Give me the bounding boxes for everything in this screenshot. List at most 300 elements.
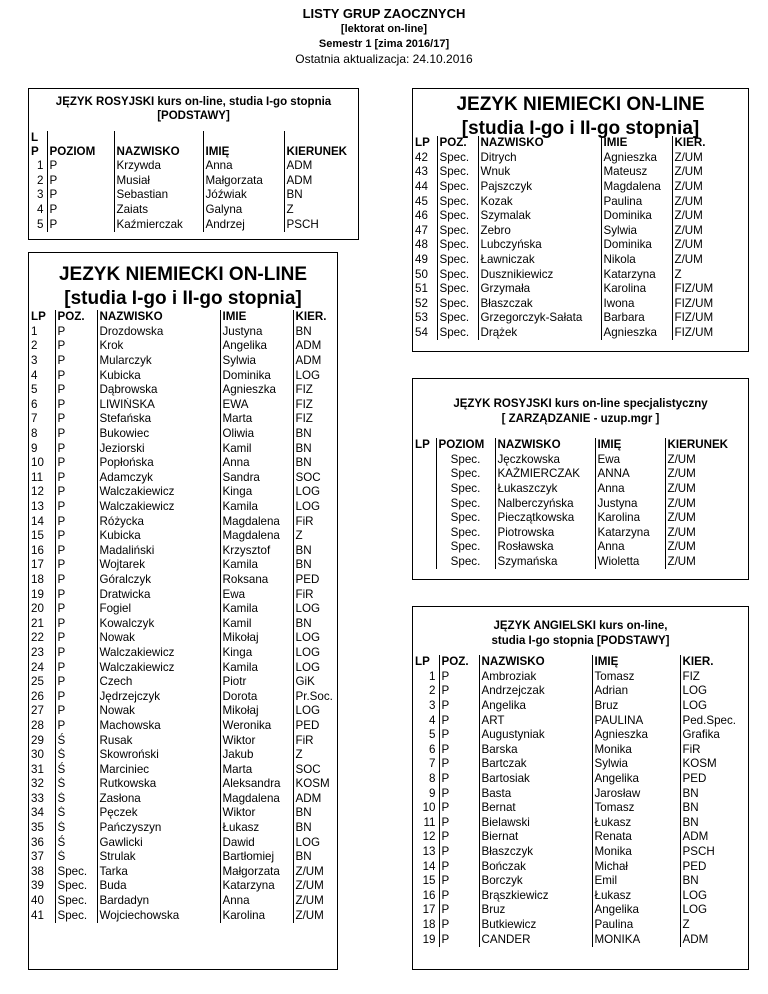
- field-cell: Ped.Spec.: [680, 713, 749, 728]
- firstname-cell: Tomasz: [592, 801, 680, 816]
- table-row: [413, 224, 749, 239]
- firstname-cell: Kamil: [220, 441, 293, 456]
- header-lp-cell: LP: [415, 655, 430, 669]
- level-cell: P: [439, 728, 479, 743]
- table-row: [29, 602, 338, 617]
- lp-cell: 2: [37, 173, 44, 187]
- table-row: [413, 511, 749, 526]
- field-cell: Grafika: [680, 728, 749, 743]
- table-row: [413, 670, 749, 685]
- level-cell: P: [55, 325, 97, 340]
- level-cell: Spec.: [55, 865, 97, 880]
- surname-cell: Nalberczyńska: [495, 496, 595, 511]
- surname-cell: Drążek: [478, 326, 601, 341]
- field-cell: BN: [680, 816, 749, 831]
- surname-cell: Błaszczyk: [479, 845, 592, 860]
- firstname-cell: Galyna: [203, 203, 284, 218]
- table-row: [29, 427, 338, 442]
- lp-cell: 46: [415, 209, 428, 223]
- table-row: [413, 743, 749, 758]
- firstname-cell: Monika: [592, 845, 680, 860]
- header-firstname-cell: IMIĘ: [592, 655, 680, 670]
- table-row: [29, 217, 359, 232]
- firstname-cell: Justyna: [595, 496, 665, 511]
- update-date: Ostatnia aktualizacja: 24.10.2016: [295, 52, 473, 66]
- field-cell: BN: [284, 188, 359, 203]
- surname-cell: Popłońska: [97, 456, 220, 471]
- firstname-cell: Michał: [592, 859, 680, 874]
- field-cell: Z/UM: [665, 511, 749, 526]
- header-level-cell: POZIOM: [47, 131, 114, 159]
- firstname-cell: Magdalena: [220, 792, 293, 807]
- table-row: [29, 762, 338, 777]
- surname-cell: Bielawski: [479, 816, 592, 831]
- surname-cell: Wojciechowska: [97, 908, 220, 923]
- field-cell: LOG: [680, 903, 749, 918]
- field-cell: BN: [293, 850, 338, 865]
- field-cell: FIZ: [293, 383, 338, 398]
- surname-cell: Szymańska: [495, 555, 595, 570]
- lp-cell: 45: [415, 194, 428, 208]
- level-cell: P: [439, 859, 479, 874]
- level-cell: P: [55, 675, 97, 690]
- surname-cell: Mularczyk: [97, 354, 220, 369]
- field-cell: LOG: [293, 368, 338, 383]
- firstname-cell: ANNA: [595, 467, 665, 482]
- table-row: [413, 453, 749, 468]
- surname-cell: Grzymała: [478, 282, 601, 297]
- surname-cell: Angelika: [479, 699, 592, 714]
- level-cell: P: [55, 412, 97, 427]
- table-row: [413, 786, 749, 801]
- table-row: [29, 704, 338, 719]
- lp-cell: 9: [31, 441, 38, 455]
- table-row: [413, 282, 749, 297]
- header-surname-cell: NAZWISKO: [495, 438, 595, 453]
- level-cell: P: [55, 704, 97, 719]
- firstname-cell: Justyna: [220, 325, 293, 340]
- surname-cell: Walczakiewicz: [97, 660, 220, 675]
- table-row: [29, 325, 338, 340]
- table-row: [29, 792, 338, 807]
- firstname-cell: Ewa: [220, 587, 293, 602]
- surname-cell: Czech: [97, 675, 220, 690]
- field-cell: Z/UM: [672, 209, 749, 224]
- level-cell: Ś: [55, 748, 97, 763]
- page-title: LISTY GRUP ZAOCZNYCH: [302, 6, 466, 21]
- level-cell: Spec.: [436, 555, 495, 570]
- lp-cell: 10: [422, 801, 436, 815]
- table-row: [29, 485, 338, 500]
- level-cell: Spec.: [436, 453, 495, 468]
- lp-cell: 38: [31, 864, 44, 878]
- field-cell: FIZ/UM: [672, 326, 749, 341]
- table-row: [29, 471, 338, 486]
- header-field-cell: KIER.: [293, 310, 338, 325]
- surname-cell: Kozak: [478, 194, 601, 209]
- firstname-cell: Agnieszka: [601, 326, 672, 341]
- russian-basic-title-line2: [PODSTAWY]: [157, 110, 230, 122]
- level-cell: Spec.: [55, 894, 97, 909]
- level-cell: P: [439, 874, 479, 889]
- lp-cell: 43: [415, 165, 428, 179]
- table-row: [29, 646, 338, 661]
- surname-cell: Sebastian: [114, 188, 203, 203]
- lp-cell: 1: [429, 669, 436, 683]
- surname-cell: Krzywda: [114, 159, 203, 174]
- lp-cell: 3: [37, 188, 44, 202]
- firstname-cell: Łukasz: [220, 821, 293, 836]
- level-cell: Spec.: [437, 180, 478, 195]
- table-row: [413, 684, 749, 699]
- table-row: [413, 932, 749, 947]
- firstname-cell: Anna: [220, 894, 293, 909]
- firstname-cell: Agnieszka: [592, 728, 680, 743]
- level-cell: Ś: [55, 733, 97, 748]
- surname-cell: Butkiewicz: [479, 918, 592, 933]
- surname-cell: Bruz: [479, 903, 592, 918]
- russian-basic-table: [29, 131, 359, 232]
- lp-cell: [413, 482, 436, 497]
- lp-cell: 26: [31, 689, 44, 703]
- header-surname-cell: NAZWISKO: [114, 131, 203, 159]
- level-cell: P: [439, 757, 479, 772]
- lp-cell: 1: [31, 324, 38, 338]
- english-panel: [412, 606, 749, 970]
- field-cell: Z/UM: [672, 165, 749, 180]
- table-row: [413, 772, 749, 787]
- table-row: [413, 859, 749, 874]
- header-firstname-cell: IMIE: [601, 136, 672, 151]
- level-cell: Spec.: [437, 253, 478, 268]
- field-cell: Z: [672, 267, 749, 282]
- surname-cell: Dusznikiewicz: [478, 267, 601, 282]
- surname-cell: Marciniec: [97, 762, 220, 777]
- firstname-cell: Kamil: [220, 616, 293, 631]
- surname-cell: Jędrzejczyk: [97, 689, 220, 704]
- surname-cell: Brąszkiewicz: [479, 889, 592, 904]
- field-cell: LOG: [680, 684, 749, 699]
- field-cell: LOG: [680, 889, 749, 904]
- level-cell: P: [55, 427, 97, 442]
- table-row: [29, 689, 338, 704]
- surname-cell: Bartczak: [479, 757, 592, 772]
- lp-cell: 3: [429, 699, 436, 713]
- lp-cell: 25: [31, 675, 44, 689]
- level-cell: P: [439, 772, 479, 787]
- lp-cell: 12: [31, 485, 44, 499]
- table-row: [413, 253, 749, 268]
- level-cell: Spec.: [55, 908, 97, 923]
- field-cell: ADM: [293, 792, 338, 807]
- table-row: [413, 526, 749, 541]
- field-cell: Z/UM: [665, 482, 749, 497]
- field-cell: Pr.Soc.: [293, 689, 338, 704]
- german-2-title: [413, 93, 748, 141]
- field-cell: Z/UM: [293, 894, 338, 909]
- header-level-cell: POZ.: [439, 655, 479, 670]
- header-level-cell: POZ.: [437, 136, 478, 151]
- lp-cell: 51: [415, 282, 428, 296]
- table-row: [29, 558, 338, 573]
- lp-cell: 17: [422, 903, 436, 917]
- surname-cell: Bukowiec: [97, 427, 220, 442]
- level-cell: Spec.: [436, 526, 495, 541]
- firstname-cell: Kamila: [220, 558, 293, 573]
- field-cell: ADM: [284, 174, 359, 189]
- lp-cell: 6: [31, 397, 38, 411]
- firstname-cell: Anna: [595, 540, 665, 555]
- firstname-cell: Magdalena: [601, 180, 672, 195]
- level-cell: P: [55, 631, 97, 646]
- english-title: [413, 619, 748, 649]
- surname-cell: Błaszczak: [478, 297, 601, 312]
- german-1-table: [29, 310, 338, 923]
- surname-cell: Walczakiewicz: [97, 500, 220, 515]
- table-row: [413, 801, 749, 816]
- firstname-cell: Paulina: [592, 918, 680, 933]
- firstname-cell: Mikołaj: [220, 704, 293, 719]
- field-cell: Z/UM: [672, 238, 749, 253]
- surname-cell: Basta: [479, 786, 592, 801]
- lp-cell: 49: [415, 253, 428, 267]
- lp-cell: 9: [429, 786, 436, 800]
- firstname-cell: EWA: [220, 398, 293, 413]
- level-cell: P: [47, 203, 114, 218]
- field-cell: Z/UM: [293, 879, 338, 894]
- table-row: [29, 159, 359, 174]
- firstname-cell: Łukasz: [592, 816, 680, 831]
- level-cell: Spec.: [436, 482, 495, 497]
- level-cell: P: [439, 684, 479, 699]
- surname-cell: Nowak: [97, 704, 220, 719]
- firstname-cell: Sylwia: [220, 354, 293, 369]
- surname-cell: Grzegorczyk-Sałata: [478, 311, 601, 326]
- table-header-row: [413, 136, 749, 151]
- german-2-table: [413, 136, 749, 340]
- header-level-cell: POZ.: [55, 310, 97, 325]
- firstname-cell: Dawid: [220, 835, 293, 850]
- firstname-cell: Sylwia: [601, 224, 672, 239]
- lp-cell: 16: [422, 888, 436, 902]
- level-cell: Spec.: [436, 540, 495, 555]
- german-2-title-line1: JEZYK NIEMIECKI ON-LINE: [456, 94, 705, 115]
- surname-cell: LIWIŃSKA: [97, 398, 220, 413]
- lp-cell: 31: [31, 762, 44, 776]
- level-cell: Ś: [55, 777, 97, 792]
- lp-cell: 42: [415, 150, 428, 164]
- firstname-cell: Bartłomiej: [220, 850, 293, 865]
- table-row: [413, 180, 749, 195]
- surname-cell: Nowak: [97, 631, 220, 646]
- level-cell: P: [439, 670, 479, 685]
- german-1-title-line2: [studia I-go i II-go stopnia]: [64, 288, 302, 309]
- header-field-cell: KIER.: [672, 136, 749, 151]
- field-cell: ADM: [680, 932, 749, 947]
- level-cell: P: [55, 441, 97, 456]
- firstname-cell: Dominika: [601, 209, 672, 224]
- firstname-cell: Anna: [203, 159, 284, 174]
- firstname-cell: Sandra: [220, 471, 293, 486]
- field-cell: ADM: [680, 830, 749, 845]
- surname-cell: Wnuk: [478, 165, 601, 180]
- field-cell: LOG: [293, 602, 338, 617]
- lp-cell: 33: [31, 791, 44, 805]
- firstname-cell: Sylwia: [592, 757, 680, 772]
- russian-specialist-title-line2: [ ZARZĄDZANIE - uzup.mgr ]: [501, 413, 660, 425]
- lp-cell: 15: [31, 529, 44, 543]
- table-row: [413, 209, 749, 224]
- field-cell: Z/UM: [665, 467, 749, 482]
- level-cell: P: [55, 587, 97, 602]
- lp-cell: 22: [31, 631, 44, 645]
- surname-cell: Jęczkowska: [495, 453, 595, 468]
- table-row: [29, 821, 338, 836]
- field-cell: PED: [293, 719, 338, 734]
- field-cell: PED: [680, 859, 749, 874]
- table-row: [413, 757, 749, 772]
- level-cell: P: [439, 713, 479, 728]
- field-cell: Z/UM: [672, 194, 749, 209]
- surname-cell: Stefańska: [97, 412, 220, 427]
- table-row: [29, 616, 338, 631]
- lp-cell: 2: [31, 339, 38, 353]
- firstname-cell: Kamila: [220, 602, 293, 617]
- field-cell: Z/UM: [665, 526, 749, 541]
- surname-cell: Ławniczak: [478, 253, 601, 268]
- table-row: [29, 908, 338, 923]
- surname-cell: Drozdowska: [97, 325, 220, 340]
- table-row: [413, 903, 749, 918]
- level-cell: P: [55, 383, 97, 398]
- firstname-cell: Magdalena: [220, 514, 293, 529]
- surname-cell: Pęczek: [97, 806, 220, 821]
- lp-cell: 4: [37, 203, 44, 217]
- surname-cell: Skowroński: [97, 748, 220, 763]
- surname-cell: Walczakiewicz: [97, 646, 220, 661]
- surname-cell: Bartosiak: [479, 772, 592, 787]
- table-row: [29, 660, 338, 675]
- firstname-cell: Roksana: [220, 573, 293, 588]
- surname-cell: Bernat: [479, 801, 592, 816]
- table-row: [29, 188, 359, 203]
- page-header: [0, 6, 768, 67]
- header-level-cell: POZIOM: [436, 438, 495, 453]
- level-cell: P: [55, 646, 97, 661]
- firstname-cell: Tomasz: [592, 670, 680, 685]
- table-row: [29, 719, 338, 734]
- firstname-cell: Mikołaj: [220, 631, 293, 646]
- field-cell: BN: [293, 456, 338, 471]
- level-cell: P: [55, 616, 97, 631]
- lp-cell: 23: [31, 645, 44, 659]
- level-cell: Spec.: [437, 267, 478, 282]
- surname-cell: Zasłona: [97, 792, 220, 807]
- firstname-cell: Nikola: [601, 253, 672, 268]
- field-cell: Z: [680, 918, 749, 933]
- surname-cell: Augustyniak: [479, 728, 592, 743]
- firstname-cell: Kinga: [220, 485, 293, 500]
- firstname-cell: Dominika: [220, 368, 293, 383]
- level-cell: P: [439, 903, 479, 918]
- table-row: [413, 151, 749, 166]
- surname-cell: Rusak: [97, 733, 220, 748]
- field-cell: Z/UM: [672, 151, 749, 166]
- table-row: [29, 777, 338, 792]
- level-cell: Spec.: [437, 238, 478, 253]
- field-cell: FiR: [293, 733, 338, 748]
- lp-cell: 54: [415, 326, 428, 340]
- level-cell: Ś: [55, 806, 97, 821]
- level-cell: Spec.: [437, 209, 478, 224]
- russian-specialist-title: [413, 397, 748, 427]
- header-firstname-cell: IMIĘ: [203, 131, 284, 159]
- surname-cell: Musiał: [114, 174, 203, 189]
- table-row: [413, 311, 749, 326]
- table-row: [413, 713, 749, 728]
- lp-cell: 4: [31, 368, 38, 382]
- surname-cell: Dratwicka: [97, 587, 220, 602]
- lp-cell: 2: [429, 684, 436, 698]
- surname-cell: Jeziorski: [97, 441, 220, 456]
- field-cell: BN: [293, 544, 338, 559]
- firstname-cell: PAULINA: [592, 713, 680, 728]
- table-row: [29, 748, 338, 763]
- firstname-cell: Katarzyna: [601, 267, 672, 282]
- field-cell: BN: [293, 558, 338, 573]
- firstname-cell: Magdalena: [220, 529, 293, 544]
- firstname-cell: Emil: [592, 874, 680, 889]
- table-row: [413, 699, 749, 714]
- table-row: [29, 544, 338, 559]
- surname-cell: Gawlicki: [97, 835, 220, 850]
- lp-cell: 48: [415, 238, 428, 252]
- level-cell: P: [439, 845, 479, 860]
- field-cell: Z: [293, 748, 338, 763]
- level-cell: P: [55, 354, 97, 369]
- field-cell: PSCH: [284, 217, 359, 232]
- table-row: [413, 496, 749, 511]
- lp-cell: 13: [422, 845, 436, 859]
- lp-cell: 4: [429, 713, 436, 727]
- level-cell: Ś: [55, 835, 97, 850]
- lp-cell: [413, 540, 436, 555]
- table-row: [29, 631, 338, 646]
- field-cell: PED: [293, 573, 338, 588]
- level-cell: P: [55, 719, 97, 734]
- lp-cell: 20: [31, 602, 44, 616]
- field-cell: SOC: [293, 762, 338, 777]
- lp-cell: 44: [415, 180, 428, 194]
- level-cell: Ś: [55, 792, 97, 807]
- lp-cell: 14: [31, 514, 44, 528]
- field-cell: BN: [680, 786, 749, 801]
- lp-cell: [413, 511, 436, 526]
- field-cell: Z/UM: [665, 555, 749, 570]
- lp-cell: 21: [31, 616, 44, 630]
- firstname-cell: Kamila: [220, 660, 293, 675]
- lp-cell: 5: [37, 217, 44, 231]
- firstname-cell: Wioletta: [595, 555, 665, 570]
- field-cell: FiR: [680, 743, 749, 758]
- field-cell: BN: [293, 427, 338, 442]
- lp-cell: [413, 467, 436, 482]
- field-cell: KOSM: [680, 757, 749, 772]
- table-row: [29, 865, 338, 880]
- lp-cell: [413, 555, 436, 570]
- lp-cell: 47: [415, 223, 428, 237]
- field-cell: FIZ/UM: [672, 297, 749, 312]
